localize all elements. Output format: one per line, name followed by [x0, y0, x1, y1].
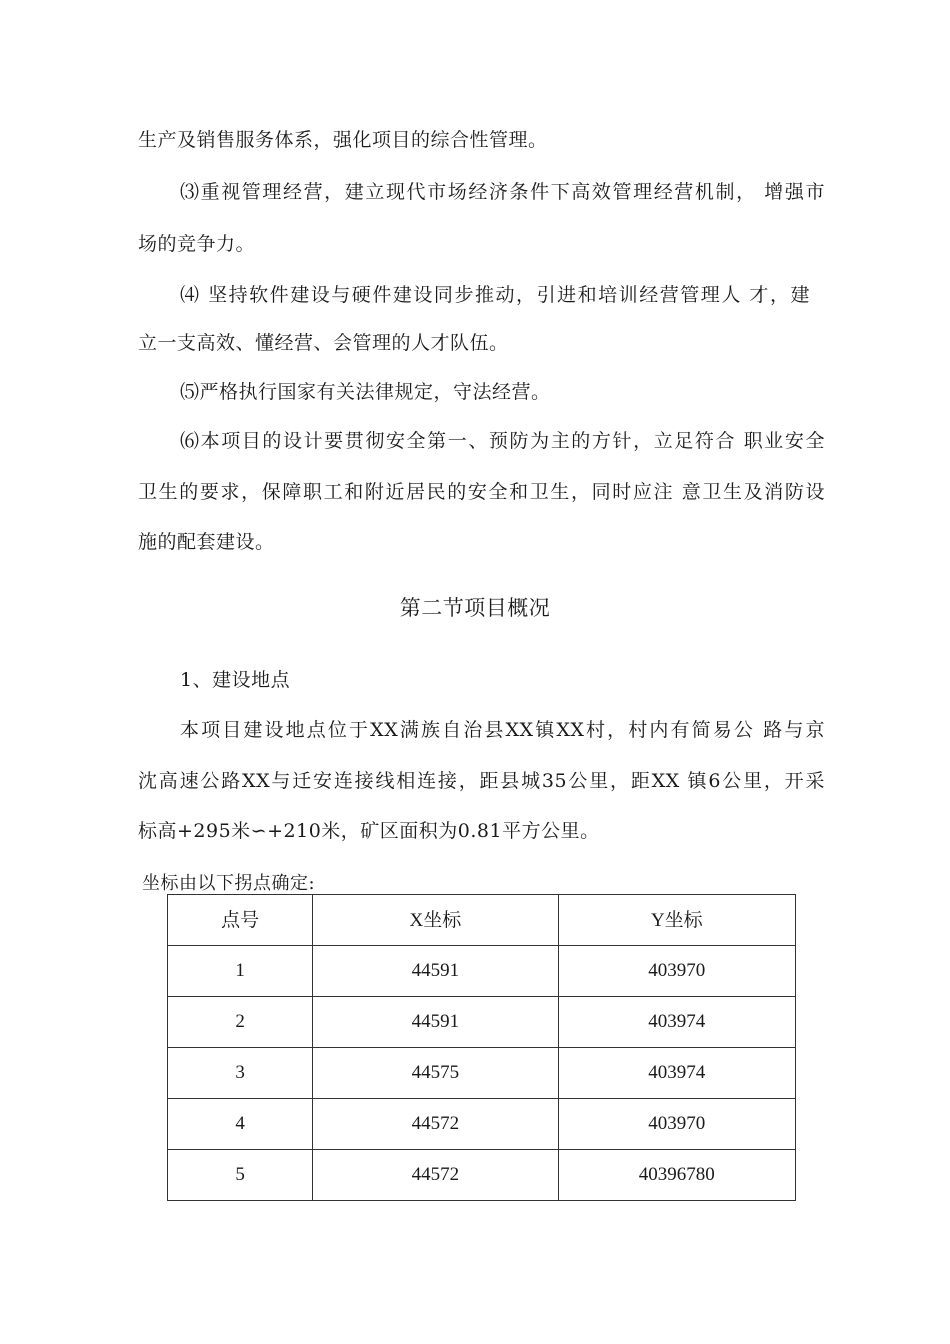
cell-x: 44591 [313, 946, 558, 997]
cell-point: 1 [168, 946, 313, 997]
paragraph-3-line-1: ⑶重视管理经营，建立现代市场经济条件下高效管理经营机制， 增强市 [180, 181, 825, 203]
cell-y: 40396780 [558, 1150, 795, 1201]
cell-x: 44572 [313, 1099, 558, 1150]
table-row [168, 1099, 796, 1150]
table-row [168, 946, 796, 997]
table-row [168, 997, 796, 1048]
paragraph-4-line-1: ⑷ 坚持软件建设与硬件建设同步推动，引进和培训经营管理人 才，建 [180, 284, 810, 306]
section-title: 第二节项目概况 [399, 596, 551, 620]
cell-y: 403970 [558, 1099, 795, 1150]
column-header-point: 点号 [168, 895, 313, 946]
subsection-body-line-2: 沈高速公路XX与迁安连接线相连接，距县城35公里，距XX 镇6公里，开采 [138, 770, 825, 792]
paragraph-5-line-1: ⑸严格执行国家有关法律规定，守法经营。 [180, 381, 551, 403]
cell-point: 4 [168, 1099, 313, 1150]
paragraph-6-line-3: 施的配套建设。 [138, 531, 275, 553]
cell-y: 403970 [558, 946, 795, 997]
cell-x: 44575 [313, 1048, 558, 1099]
cell-x: 44591 [313, 997, 558, 1048]
column-header-y: Y坐标 [558, 895, 795, 946]
paragraph-3-line-2: 场的竞争力。 [138, 233, 256, 255]
cell-point: 3 [168, 1048, 313, 1099]
paragraph-line: 生产及销售服务体系，强化项目的综合性管理。 [138, 129, 548, 151]
table-row [168, 1048, 796, 1099]
subsection-body-line-3: 标高+295米∽+210米，矿区面积为0.81平方公里。 [138, 820, 600, 842]
paragraph-6-line-1: ⑹本项目的设计要贯彻安全第一、预防为主的方针，立足符合 职业安全 [180, 430, 825, 452]
cell-y: 403974 [558, 997, 795, 1048]
coordinate-table [167, 894, 796, 1201]
cell-point: 5 [168, 1150, 313, 1201]
cell-y: 403974 [558, 1048, 795, 1099]
subsection-body-line-1: 本项目建设地点位于XX满族自治县XX镇XX村，村内有简易公 路与京 [180, 719, 825, 741]
table-row [168, 1150, 796, 1201]
paragraph-4-line-2: 立一支高效、懂经营、会管理的人才队伍。 [138, 332, 509, 354]
cell-x: 44572 [313, 1150, 558, 1201]
table-header-row [168, 895, 796, 946]
subsection-title: 1、建设地点 [180, 669, 291, 691]
cell-point: 2 [168, 997, 313, 1048]
column-header-x: X坐标 [313, 895, 558, 946]
table-caption: 坐标由以下拐点确定: [142, 873, 316, 894]
paragraph-6-line-2: 卫生的要求，保障职工和附近居民的安全和卫生，同时应注 意卫生及消防设 [138, 481, 825, 503]
